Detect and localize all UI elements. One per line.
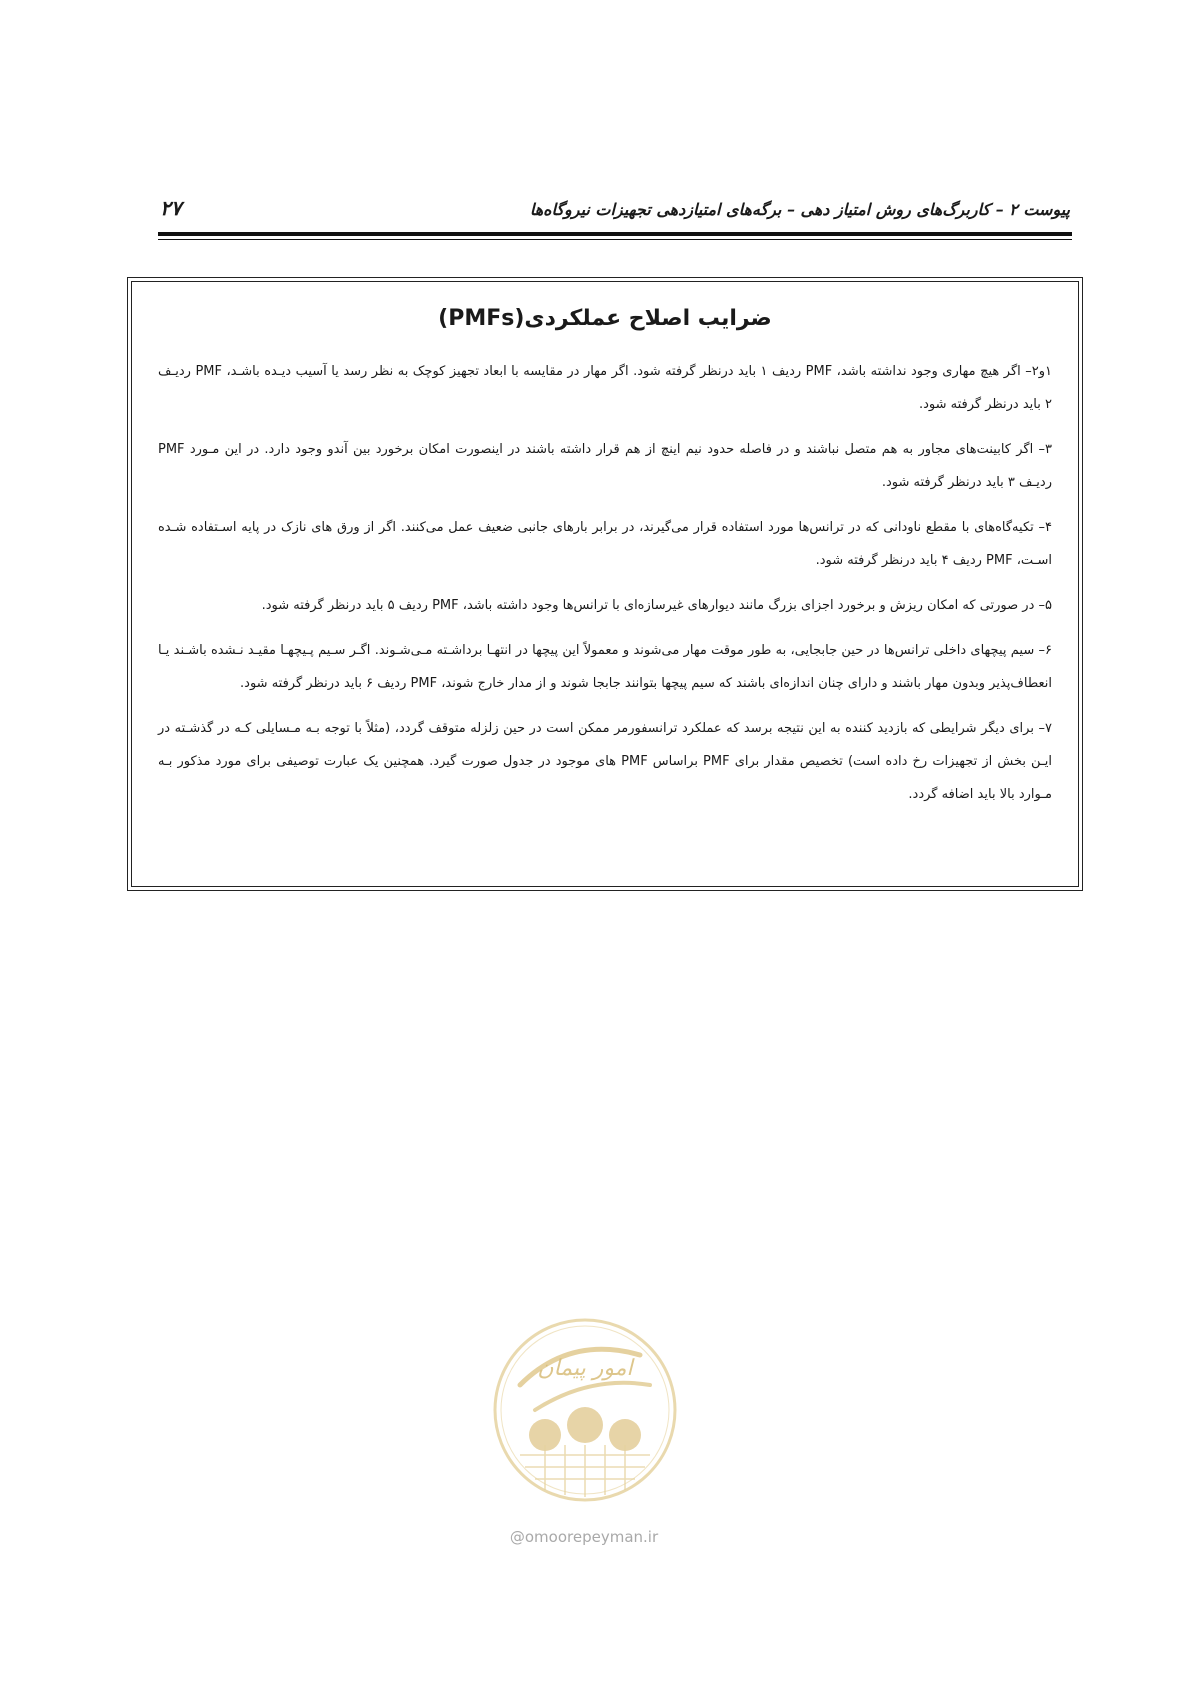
watermark-url xyxy=(484,1528,684,1546)
at-icon: @ xyxy=(509,1528,525,1546)
note-paragraph-5: ۵– در صورتی که امکان ریزش و برخورد اجزای بزرگ مانند دیوارهای غیرسازه‌ای با ترانس‌ها وجود داشته باشد، PMF ردیف ۵ باید درنظر گرفته شود. xyxy=(261,598,1052,613)
page-header xyxy=(160,196,1070,230)
watermark-logo-text: امور پیمان xyxy=(537,1356,633,1381)
page-number: ۲۷ xyxy=(160,196,182,220)
pmf-notes-box xyxy=(127,277,1083,891)
note-paragraph-1-2: ۱و۲– اگر هیچ مهاری وجود نداشته باشد، PMF ردیف ۱ باید درنظر گرفته شود. اگر مهار در مقایسه با ابعاد تجهیز کوچک به نظر رسد یا آسیب دیـده باشـد، PMF ردیـف ۲ باید درنظر گرفته شود. xyxy=(158,364,1052,412)
note-paragraph-7: ۷– برای دیگر شرایطی که بازدید کننده به این نتیجه برسد که عملکرد ترانسفورمر ممکن است در حین زلزله متوقف گردد، (مثلاً با توجه بـه مـسایلی کـه در گذشـته در ایـن بخش از تجهیزات رخ داده است) تخصیص مقدار برای PMF براساس PMF های موجود در جدول صورت گیرد. همچنین یک عبارت توصیفی برای مورد مذکور بـه مـوارد بالا باید اضافه گردد. xyxy=(158,721,1052,802)
header-title: پیوست ۲ – کاربرگ‌های روش امتیاز دهی – برگه‌های امتیازدهی تجهیزات نیروگاه‌ها xyxy=(529,200,1070,219)
box-title: ضرایب اصلاح عملکردی(PMFs) xyxy=(438,306,772,331)
note-paragraph-6: ۶– سیم پیچهای داخلی ترانس‌ها در حین جابجایی، به طور موقت مهار می‌شوند و معمولاً این پیچها در انتهـا برداشـته مـی‌شـوند. اگـر سـیم پـیچهـا مقیـد نـشده باشـند یـا انعطاف‌پذیر وبدون مهار باشند و دارای چنان اندازه‌ای باشند که سیم پیچها بتوانند جابجا شوند و از مدار خارج شوند، PMF ردیف ۶ باید درنظر گرفته شود. xyxy=(158,643,1052,691)
note-paragraph-4: ۴– تکیه‌گاه‌های با مقطع ناودانی که در ترانس‌ها مورد استفاده قرار می‌گیرند، در برابر بارهای جانبی ضعیف عمل می‌کنند. اگر از ورق های نازک در پایه اسـتفاده شـده اسـت، PMF ردیف ۴ باید درنظر گرفته شود. xyxy=(158,520,1052,568)
header-rule-thin xyxy=(158,239,1072,240)
watermark-logo xyxy=(490,1315,680,1505)
watermark-url-text: omoorepeyman.ir xyxy=(524,1528,659,1546)
note-paragraph-3: ۳– اگر کابینت‌های مجاور به هم متصل نباشند و در فاصله حدود نیم اینچ از هم قرار داشته باشند در اینصورت امکان برخورد بین آندو وجود دارد. در این مـورد PMF ردیـف ۳ باید درنظر گرفته شود. xyxy=(158,442,1052,490)
pmf-notes-inner-border xyxy=(131,281,1079,887)
header-rule-thick xyxy=(158,232,1072,236)
